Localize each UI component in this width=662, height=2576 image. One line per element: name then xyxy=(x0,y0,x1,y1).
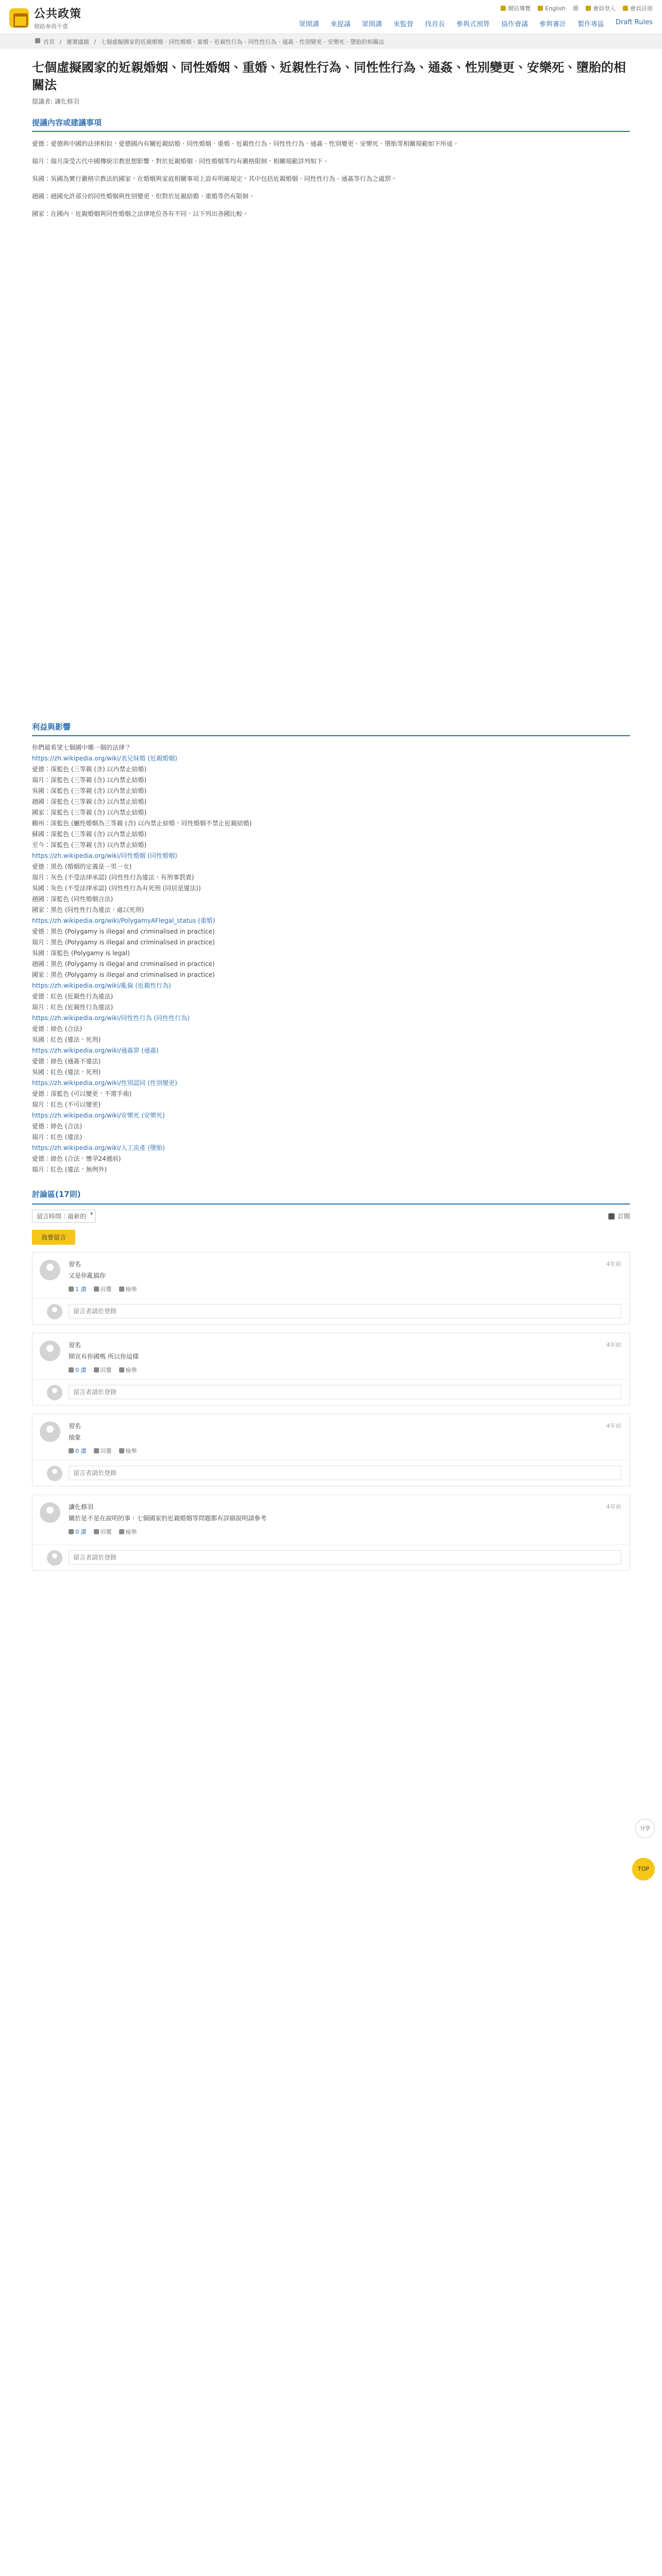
thumb-up-icon xyxy=(69,1529,74,1534)
utility-sitemap[interactable]: 網站導覽 xyxy=(501,4,531,12)
reply-input[interactable] xyxy=(69,1466,621,1480)
logo-title: 公共政策 xyxy=(34,8,82,21)
breadcrumb: 首頁 / 連署議題 / 七個虛擬國家的近親婚姻、同性婚姻、重婚、近親性行為、同性性行為、通姦、性別變更、安樂死、墮胎的相關法 xyxy=(0,34,662,48)
logo-subtitle: 網路參與平臺 xyxy=(34,23,68,30)
reply-icon xyxy=(94,1529,99,1534)
benefit-line: 趙國：黑色 (Polygamy is illegal and criminalised in practice) xyxy=(32,960,215,968)
flag-icon xyxy=(119,1367,124,1372)
avatar xyxy=(47,1550,62,1566)
avatar xyxy=(47,1304,62,1319)
nav-item[interactable]: 來提議 xyxy=(330,21,351,28)
benefit-line: 瑞月：紅色 (近親性行為違法) xyxy=(32,1004,113,1011)
proposal-paragraph: 國家：在國內，近親婚姻與同性婚姻之法律地位各有不同，以下列出各國比較。 xyxy=(32,210,249,217)
utility-login[interactable]: 會員登入 xyxy=(586,4,616,12)
nav-item[interactable]: 來監督 xyxy=(393,21,413,28)
benefit-line: 國家：黑色 (Polygamy is illegal and criminalised in practice) xyxy=(32,971,215,978)
flag-icon xyxy=(119,1286,124,1292)
reference-link[interactable]: https://zh.wikipedia.org/wiki/表兄妹婚 (近親婚姻) xyxy=(32,755,177,762)
proposal-paragraph: 吳國：吳國為實行嚴格宗教法的國家，在婚姻與家庭相關事項上設有明確規定，其中包括近親婚姻、同性性行為、通姦等行為之處罰。 xyxy=(32,175,398,182)
benefit-line: 蘇國：深藍色 (三等親 (含) 以內禁止結婚) xyxy=(32,831,147,838)
reply-button[interactable]: 回覆 xyxy=(94,1285,112,1293)
site-header xyxy=(0,0,662,34)
main-nav xyxy=(299,19,653,28)
main-content xyxy=(32,48,630,1571)
reply-button[interactable]: 回覆 xyxy=(94,1447,112,1455)
benefit-line: 愛德：綠色 (通姦不違法) xyxy=(32,1058,101,1065)
comments-heading: 討論區(17則) xyxy=(32,1190,81,1199)
nav-item[interactable]: 參與式預算 xyxy=(456,21,490,28)
reply-icon xyxy=(94,1448,99,1453)
benefit-line: 瑞月：紅色 (違法，無例外) xyxy=(32,1166,107,1173)
nav-item[interactable]: 眾開講 xyxy=(361,21,382,28)
comment-list xyxy=(32,1252,630,1571)
benefit-line: 愛德：綠色 (合法，懷孕24週前) xyxy=(32,1155,121,1162)
breadcrumb-current: 七個虛擬國家的近親婚姻、同性婚姻、重婚、近親性行為、同性性行為、通姦、性別變更、安樂死、墮胎的相關法 xyxy=(101,39,385,45)
nav-item[interactable]: 參與審計 xyxy=(539,21,566,28)
benefit-line: 吳國：紅色 (違法，死刑) xyxy=(32,1069,101,1076)
proposer: 提議者: 讓化修羽 xyxy=(32,98,79,105)
benefit-line: 愛德：深藍色 (可以變更，不需手術) xyxy=(32,1090,132,1097)
reply-input[interactable] xyxy=(69,1550,621,1565)
thumb-up-icon xyxy=(69,1448,74,1453)
reply-button[interactable]: 回覆 xyxy=(94,1528,112,1536)
benefits-section xyxy=(32,721,630,1175)
thumb-up-icon xyxy=(69,1286,74,1292)
comment-text: 又是你亂搞你 xyxy=(69,1272,106,1279)
reference-link[interactable]: https://zh.wikipedia.org/wiki/人工流產 (墮胎) xyxy=(32,1144,165,1151)
breadcrumb-petitions[interactable]: 連署議題 xyxy=(66,39,89,45)
avatar xyxy=(40,1502,60,1523)
back-to-top-button[interactable]: TOP xyxy=(632,1858,655,1880)
flag-icon xyxy=(119,1448,124,1453)
comments-section xyxy=(32,1189,630,1571)
comment-text: 開宣有你國嗎 所以你這樣 xyxy=(69,1353,139,1360)
comment-author: 習名 xyxy=(69,1422,81,1430)
proposal-paragraph: 愛德：愛德與中國的法律相似，愛德國內有關近親結婚、同性婚姻、重婚、近親性行為、同性性行為、通姦、性別變更、安樂死、墮胎等相關規範如下所述。 xyxy=(32,140,459,147)
home-icon[interactable] xyxy=(35,38,40,43)
comment-author: 讓化修羽 xyxy=(69,1503,94,1511)
avatar xyxy=(47,1466,62,1481)
logo-icon xyxy=(9,8,29,28)
benefit-line: 吳國：紅色 (違法，死刑) xyxy=(32,1036,101,1043)
comment-text: 關於是不是在說明的事，七個國家的近親婚姻等問題都有詳細說明請參考 xyxy=(69,1515,267,1522)
utility-nav xyxy=(501,4,653,12)
nav-item[interactable]: 製作專區 xyxy=(577,21,605,28)
benefit-line: 吳國：深藍色 (Polygamy is legal) xyxy=(32,950,130,957)
report-button[interactable]: 檢舉 xyxy=(119,1447,137,1455)
comment-text: 抽象 xyxy=(69,1434,81,1441)
benefit-line: 愛德：綠色 (合法) xyxy=(32,1123,82,1130)
avatar xyxy=(47,1385,62,1400)
benefit-line: 瑞月：深藍色 (三等親 (含) 以內禁止結婚) xyxy=(32,776,147,784)
avatar xyxy=(40,1341,60,1361)
comment-card xyxy=(32,1414,630,1486)
reply-input[interactable] xyxy=(69,1304,621,1318)
proposal-paragraph: 趙國：趙國允許部分的同性婚姻與性別變更，但對於近親結婚、重婚等仍有限制。 xyxy=(32,193,255,200)
utility-english[interactable]: English xyxy=(538,4,566,12)
benefit-line: 吳國：深藍色 (三等親 (含) 以內禁止結婚) xyxy=(32,787,147,794)
bookmark-icon xyxy=(608,1213,615,1219)
benefit-line: 愛德：深藍色 (三等親 (含) 以內禁止結婚) xyxy=(32,766,147,773)
benefits-intro: 你們最希望七個國中哪一個的法律？ xyxy=(32,744,131,751)
comment-card xyxy=(32,1333,630,1405)
comment-author: 習名 xyxy=(69,1342,81,1349)
user-icon xyxy=(586,6,591,11)
reply-icon xyxy=(94,1286,99,1292)
reference-link[interactable]: https://zh.wikipedia.org/wiki/安樂死 (安樂死) xyxy=(32,1112,165,1119)
benefit-line: 瑞月：紅色 (不可以變更) xyxy=(32,1101,101,1108)
page-title: 七個虛擬國家的近親婚姻、同性婚姻、重婚、近親性行為、同性性行為、通姦、性別變更、安樂死、墮胎的相關法 xyxy=(32,60,626,92)
globe-icon xyxy=(538,6,543,11)
nav-item[interactable]: 找首長 xyxy=(424,21,445,28)
avatar xyxy=(40,1421,60,1442)
benefit-line: 國家：黑色 (同性性行為違法，處以死刑) xyxy=(32,906,144,913)
benefit-line: 瑞月：黑色 (Polygamy is illegal and criminalised in practice) xyxy=(32,939,215,946)
comment-time: 4年前 xyxy=(606,1422,621,1429)
benefit-line: 瑞月：灰色 (不受法律承認) (同性性行為違法，有刑事罰責) xyxy=(32,874,194,881)
site-logo[interactable] xyxy=(9,5,81,30)
benefit-line: 至今：深藍色 (三等親 (含) 以內禁止結婚) xyxy=(32,841,147,849)
reference-link[interactable]: https://zh.wikipedia.org/wiki/同性性行為 (同性性行為) xyxy=(32,1014,190,1022)
benefit-line: 趙國：深藍色 (三等親 (含) 以內禁止結婚) xyxy=(32,798,147,805)
proposal-heading: 提議內容或建議事項 xyxy=(32,117,630,132)
reply-icon xyxy=(94,1367,99,1372)
comment-author: 習名 xyxy=(69,1261,81,1268)
like-button[interactable]: 0 讚 xyxy=(69,1366,87,1374)
register-icon xyxy=(623,6,628,11)
benefit-line: 愛德：紅色 (近親性行為違法) xyxy=(32,993,113,1000)
subscribe-button[interactable]: 訂閱 xyxy=(608,1212,630,1221)
comment-time: 4年前 xyxy=(606,1342,621,1348)
share-button[interactable]: 分享 xyxy=(635,1819,655,1838)
nav-item[interactable]: Draft Rules xyxy=(616,19,653,26)
utility-register[interactable]: 會員註冊 xyxy=(623,4,653,12)
benefits-heading: 利益與影響 xyxy=(32,721,630,736)
report-button[interactable]: 檢舉 xyxy=(119,1285,137,1293)
breadcrumb-home[interactable]: 首頁 xyxy=(43,39,55,45)
utility-simplified[interactable]: 簡 xyxy=(573,5,578,12)
comment-card xyxy=(32,1495,630,1571)
report-button[interactable]: 檢舉 xyxy=(119,1366,137,1374)
comment-time: 4年前 xyxy=(606,1261,621,1267)
reference-link[interactable]: https://zh.wikipedia.org/wiki/同性婚姻 (同性婚姻) xyxy=(32,852,177,859)
benefit-line: 鶴州：深藍色 (屬性婚姻為三等親 (含) 以內禁止結婚，同性婚姻不禁止近親結婚) xyxy=(32,820,252,827)
nav-item[interactable]: 協作會議 xyxy=(501,21,528,28)
nav-item[interactable]: 眾開講 xyxy=(299,21,319,28)
reference-link[interactable]: https://zh.wikipedia.org/wiki/性別認同 (性別變更) xyxy=(32,1079,177,1087)
benefits-list xyxy=(32,742,630,1175)
like-button[interactable]: 0 讚 xyxy=(69,1447,87,1455)
comment-card xyxy=(32,1252,630,1325)
like-button[interactable]: 1 讚 xyxy=(69,1285,87,1293)
comment-time: 4年前 xyxy=(606,1503,621,1510)
reply-input[interactable] xyxy=(69,1385,621,1399)
reference-link[interactable]: https://zh.wikipedia.org/wiki/PolygamyAFIegal_status (重婚) xyxy=(32,917,216,924)
thumb-up-icon xyxy=(69,1367,74,1372)
sort-select[interactable]: 留言時間：最新的 ▾ xyxy=(32,1210,96,1223)
avatar xyxy=(40,1260,60,1280)
flag-icon xyxy=(119,1529,124,1534)
benefit-line: 愛德：黑色 (Polygamy is illegal and criminalised in practice) xyxy=(32,928,215,935)
benefit-line: 愛德：黑色 (婚姻的定義是一男一女) xyxy=(32,863,132,870)
report-button[interactable]: 檢舉 xyxy=(119,1528,137,1536)
benefit-line: 愛德：綠色 (合法) xyxy=(32,1025,82,1032)
benefit-line: 吳國：灰色 (不受法律承認) (同性性行為有死刑 (同居是違法)) xyxy=(32,885,201,892)
reference-link[interactable]: https://zh.wikipedia.org/wiki/通姦罪 (通姦) xyxy=(32,1047,159,1054)
proposal-paragraph: 瑞月：瑞月深受古代中國傳統宗教思想影響，對於近親婚姻、同性婚姻等均有嚴格限制，相關規範詳列如下。 xyxy=(32,158,329,165)
like-button[interactable]: 0 讚 xyxy=(69,1528,87,1536)
benefit-line: 國家：深藍色 (三等親 (含) 以內禁止結婚) xyxy=(32,809,147,816)
benefit-line: 瑞月：紅色 (違法) xyxy=(32,1133,82,1141)
reply-button[interactable]: 回覆 xyxy=(94,1366,112,1374)
write-comment-button[interactable]: 我要留言 xyxy=(32,1230,75,1245)
proposal-section xyxy=(32,117,630,710)
sitemap-icon xyxy=(501,6,506,11)
benefit-line: 趙國：深藍色 (同性婚姻合法) xyxy=(32,895,113,903)
reference-link[interactable]: https://zh.wikipedia.org/wiki/亂倫 (近親性行為) xyxy=(32,982,171,989)
